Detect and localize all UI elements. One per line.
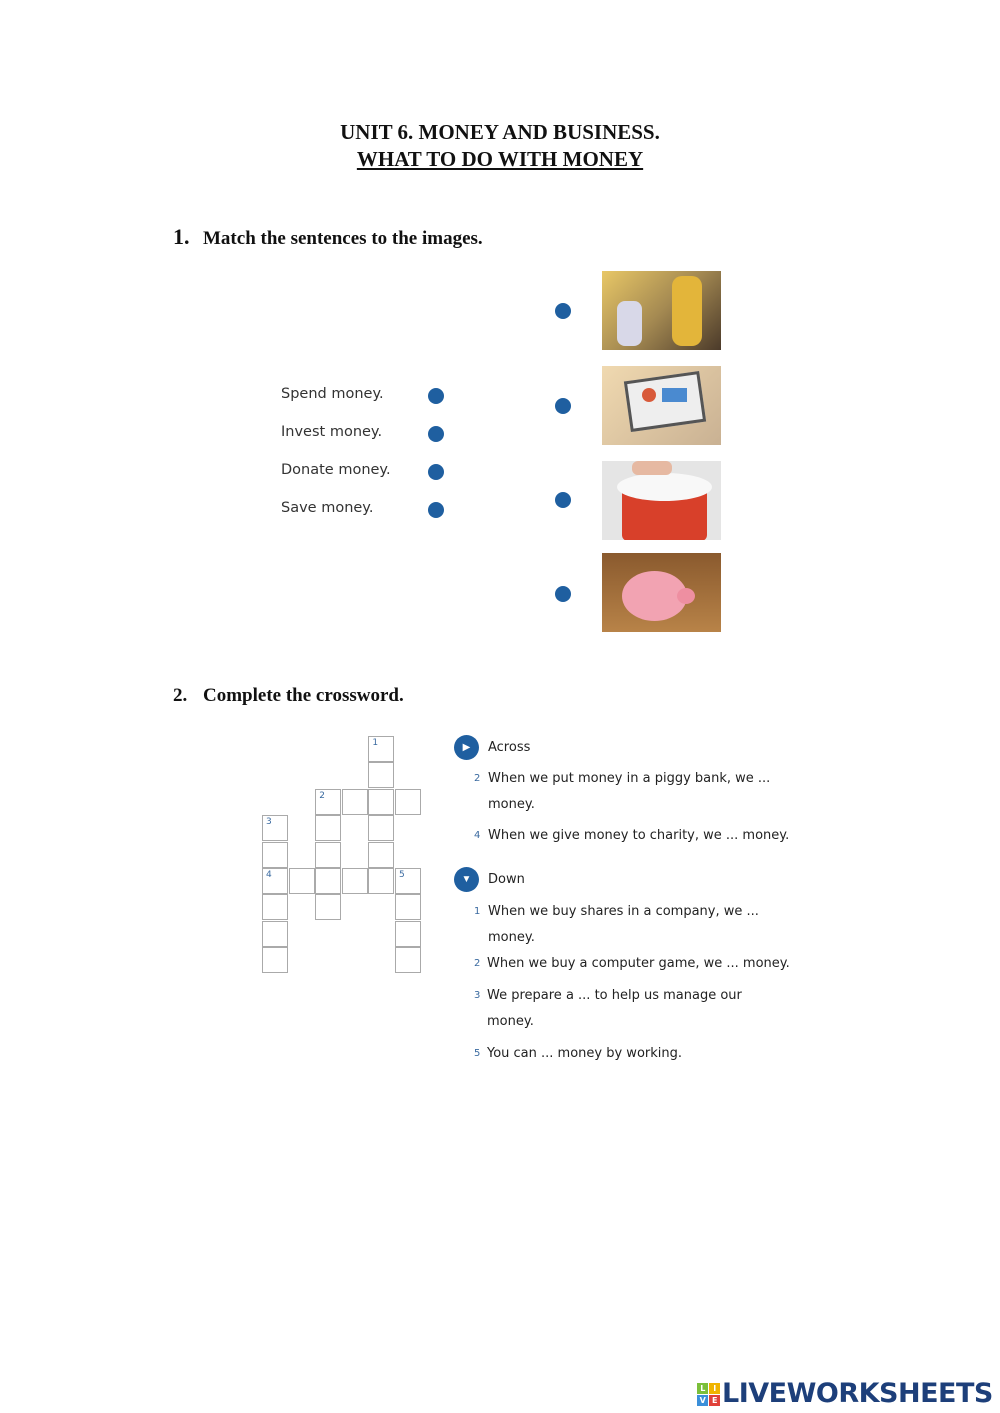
crossword-cell[interactable] — [315, 894, 341, 920]
crossword-cell[interactable] — [262, 894, 288, 920]
match-dot-left[interactable] — [428, 426, 444, 442]
title-line1: UNIT 6. MONEY AND BUSINESS. — [340, 120, 660, 144]
cell-number: 4 — [266, 870, 272, 880]
crossword-cell[interactable] — [315, 842, 341, 868]
clue-across-2: When we put money in a piggy bank, we ... — [488, 771, 771, 786]
sentence-save: Save money. — [281, 500, 374, 516]
across-label: Across — [488, 740, 531, 755]
clue-across-4: When we give money to charity, we ... money. — [488, 828, 790, 843]
crossword-cell[interactable] — [368, 789, 394, 815]
match-dot-left[interactable] — [428, 388, 444, 404]
liveworksheets-logo: L I V E LIVEWORKSHEETS — [697, 1378, 993, 1409]
match-dot-right[interactable] — [555, 303, 571, 319]
title-line2: WHAT TO DO WITH MONEY — [356, 147, 644, 171]
match-dot-right[interactable] — [555, 398, 571, 414]
clue-down-2: When we buy a computer game, we ... money. — [487, 956, 790, 971]
down-label: Down — [488, 872, 525, 887]
crossword-cell[interactable] — [289, 868, 315, 894]
clue-continuation: money. — [488, 797, 535, 812]
match-dot-right[interactable] — [555, 492, 571, 508]
crossword-cell[interactable] — [395, 894, 421, 920]
cell-number: 2 — [319, 790, 325, 801]
crossword-cell[interactable] — [368, 842, 394, 868]
crossword-cell[interactable] — [262, 868, 288, 894]
clue-number: 5 — [474, 1048, 481, 1059]
crossword-cell[interactable] — [315, 868, 341, 894]
crossword-cell[interactable] — [342, 789, 368, 815]
section2-heading: 2. Complete the crossword. — [173, 685, 404, 706]
donation-box-photo — [602, 461, 721, 540]
play-right-icon: ▶ — [454, 735, 479, 760]
crossword-cell[interactable] — [262, 921, 288, 947]
crossword-cell[interactable] — [395, 789, 421, 815]
crossword-cell[interactable] — [368, 736, 394, 762]
clue-number: 1 — [474, 906, 481, 917]
shop-purchase-photo — [602, 271, 721, 350]
crossword-cell[interactable] — [395, 947, 421, 973]
crossword-cell[interactable] — [315, 815, 341, 841]
clue-continuation: money. — [488, 930, 535, 945]
clue-number: 2 — [474, 958, 481, 969]
cell-number: 5 — [399, 870, 405, 880]
sentence-invest: Invest money. — [281, 424, 383, 440]
piggy-bank-photo — [602, 553, 721, 632]
crossword-cell[interactable] — [368, 762, 394, 788]
play-down-icon: ▼ — [454, 867, 479, 892]
crossword-cell[interactable] — [395, 868, 421, 894]
crossword-cell[interactable] — [262, 815, 288, 841]
sentence-spend: Spend money. — [281, 386, 384, 402]
match-dot-right[interactable] — [555, 586, 571, 602]
crossword-cell[interactable] — [262, 842, 288, 868]
laptop-charts-photo — [602, 366, 721, 445]
crossword-cell[interactable] — [262, 947, 288, 973]
crossword-cell[interactable] — [395, 921, 421, 947]
cell-number: 3 — [266, 817, 272, 828]
clue-number: 3 — [474, 990, 481, 1001]
clue-down-3: We prepare a ... to help us manage our — [487, 988, 742, 1003]
cell-number: 1 — [372, 738, 379, 748]
clue-number: 4 — [474, 830, 481, 841]
match-dot-left[interactable] — [428, 502, 444, 518]
crossword-cell[interactable] — [342, 868, 368, 894]
clue-number: 2 — [474, 773, 481, 784]
clue-down-1: When we buy shares in a company, we ... — [488, 904, 759, 919]
section1-heading: 1. Match the sentences to the images. — [173, 224, 483, 249]
crossword-cell[interactable] — [368, 868, 394, 894]
clue-down-5: You can ... money by working. — [487, 1046, 683, 1061]
clue-continuation: money. — [487, 1014, 534, 1029]
sentence-donate: Donate money. — [281, 462, 391, 478]
crossword-cell[interactable] — [368, 815, 394, 841]
logo-icon: L I V E — [697, 1383, 720, 1406]
crossword-cell[interactable] — [315, 789, 341, 815]
match-dot-left[interactable] — [428, 464, 444, 480]
